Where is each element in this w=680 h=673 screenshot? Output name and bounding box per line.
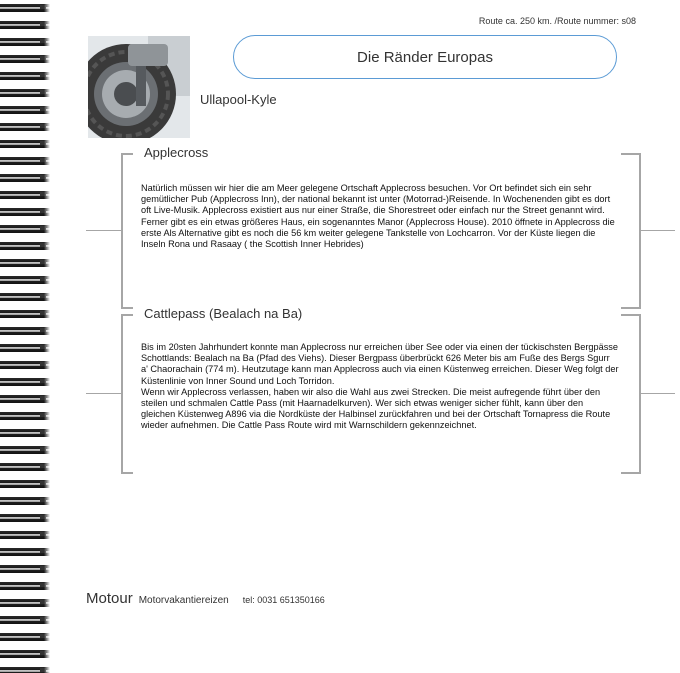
left-connector-line xyxy=(86,393,121,394)
motorcycle-wheel-photo xyxy=(88,36,190,138)
motorcycle-wheel-icon xyxy=(88,36,190,138)
spiral-binding xyxy=(0,0,54,673)
right-connector-line xyxy=(641,230,675,231)
section-heading: Applecross xyxy=(141,145,211,160)
section-text xyxy=(141,342,619,432)
route-number: Route ca. 250 km. /Route nummer: s08 xyxy=(478,16,636,26)
section-applecross xyxy=(121,145,641,309)
section-paragraph: Bis im 20sten Jahrhundert konnte man Applecross nur erreichen über See oder via einen der tückischsten Bergpässe Schottlands: Bealach na Ba (Pfad des Viehs). Dieser Bergpass überbrückt 626 Meter bis am Fuße des Bergs Sgurr a' Chaorachain (774 m). Heutzutage kann man Applecross auch via einen Küstenweg erreichen. Dieser Weg folgt der Küstenlinie von Inner Sound und Loch Torridon. xyxy=(141,342,619,386)
section-heading: Cattlepass (Bealach na Ba) xyxy=(141,306,305,321)
footer-brand: Motour xyxy=(86,590,133,607)
footer xyxy=(86,590,325,607)
section-paragraph: Wenn wir Applecross verlassen, haben wir also die Wahl aus zwei Strecken. Die meist aufregende führt über den steilen und schmalen Cattle Pass (mit Haarnadelkurven). Wer sich etwas weniger sicher fühlt, kann über den gleichen Küstenweg A896 via die Nordküste der Halbinsel zurückfahren und bei der Ortschaft Tornapress die Route wieder aufnehmen. Die Cattle Pass Route wird mit Warnschildern gekennzeichnet. xyxy=(141,386,611,431)
section-text: Natürlich müssen wir hier die am Meer gelegene Ortschaft Applecross besuchen. Vor Ort befindet sich ein sehr gemütlicher Pub (Applecross Inn), der national bekannt ist unter (Motorrad-)Reisende. In Wochenenden gibt es dort oft Live-Musik. Applecross existiert aus nur einer Straße, die Shorestreet oder einfach nur the Street genannt wird. Ferner gibt es ein etwas größeres Haus, ein sogenanntes Manor (Applecross House). 2010 öffnete in Applecross die erste Als Alternative gibt es noch die 56 km weiter gelegene Tankstelle von Lochcarron. Vor der Küste liegen die Inseln Rona und Rasaay ( the Scottish Inner Hebrides) xyxy=(141,183,615,250)
section-cattlepass xyxy=(121,306,641,474)
route-subtitle: Ullapool-Kyle xyxy=(200,92,277,107)
right-connector-line xyxy=(641,393,675,394)
page-title: Die Ränder Europas xyxy=(233,35,617,79)
left-connector-line xyxy=(86,230,121,231)
footer-company: Motorvakantiereizen xyxy=(138,595,229,606)
footer-phone: tel: 0031 651350166 xyxy=(242,595,325,605)
